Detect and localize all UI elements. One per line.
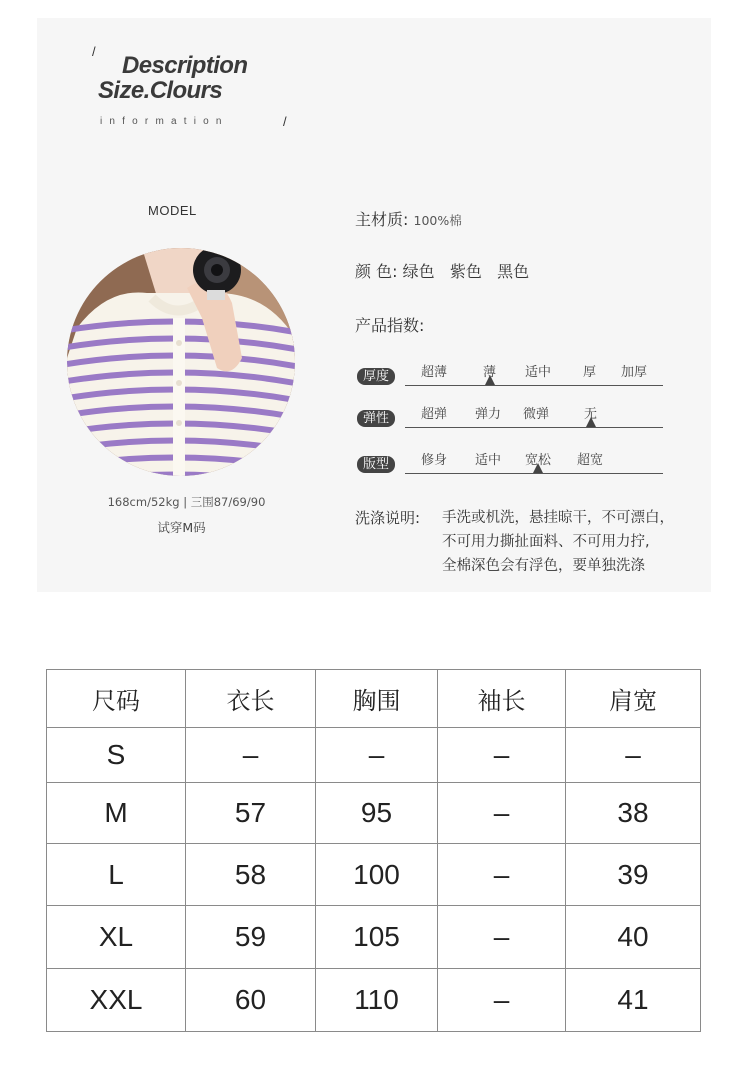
table-cell: 110 — [316, 969, 438, 1032]
table-cell: – — [316, 728, 438, 783]
table-cell: – — [438, 906, 566, 969]
color-option: 紫色 — [449, 262, 482, 281]
table-cell: S — [47, 728, 186, 783]
scale-option: 修身 — [421, 453, 448, 468]
table-cell: 57 — [186, 783, 316, 844]
scale-option: 适中 — [525, 365, 552, 380]
scale-option: 超弹 — [421, 407, 448, 422]
title-line-1: Description — [122, 52, 248, 79]
table-cell: 60 — [186, 969, 316, 1032]
thickness-scale — [355, 363, 665, 393]
scale-tag: 弹性 — [357, 410, 395, 427]
scale-option: 宽松 — [525, 453, 552, 468]
color-option: 绿色 — [402, 262, 435, 281]
scale-option: 超宽 — [577, 453, 604, 468]
model-photo — [67, 248, 295, 476]
table-cell: – — [438, 969, 566, 1032]
table-cell: 58 — [186, 844, 316, 906]
decor-slash: / — [92, 44, 96, 59]
wash-line: 不可用力撕扯面料、不可用力拧, — [442, 534, 650, 550]
model-label: MODEL — [148, 203, 197, 218]
table-cell: 39 — [566, 844, 701, 906]
color-option: 黑色 — [497, 262, 530, 281]
material-value: 100%棉 — [413, 213, 462, 228]
table-header-cell: 袖长 — [438, 670, 566, 728]
wash-line: 全棉深色会有浮色，要单独洗涤 — [442, 558, 645, 574]
table-header-row — [47, 670, 701, 728]
scale-option: 厚 — [583, 365, 597, 380]
scale-option: 无 — [584, 407, 598, 422]
wash-line: 手洗或机洗，悬挂晾干，不可漂白， — [442, 510, 674, 526]
scale-tag: 版型 — [357, 456, 395, 473]
table-header-cell: 衣长 — [186, 670, 316, 728]
scale-option: 超薄 — [421, 365, 448, 380]
table-cell: 38 — [566, 783, 701, 844]
product-index-label: 产品指数: — [355, 316, 425, 335]
table-cell: M — [47, 783, 186, 844]
table-row — [47, 728, 701, 783]
wash-label: 洗涤说明: — [355, 509, 421, 527]
scale-option: 加厚 — [621, 365, 648, 380]
table-cell: XXL — [47, 969, 186, 1032]
table-header-cell: 肩宽 — [566, 670, 701, 728]
table-cell: 40 — [566, 906, 701, 969]
table-cell: – — [566, 728, 701, 783]
table-row — [47, 844, 701, 906]
model-tried-size: 试穿M码 — [157, 520, 206, 535]
color-row — [355, 259, 529, 282]
selected-marker — [586, 417, 596, 427]
scale-tag: 厚度 — [357, 368, 395, 385]
scale-line — [405, 427, 663, 428]
material-row — [355, 207, 462, 230]
scale-option: 适中 — [475, 453, 502, 468]
scale-option: 薄 — [483, 365, 497, 380]
fit-scale — [355, 451, 665, 481]
color-label: 颜 色: — [355, 262, 398, 281]
table-row — [47, 906, 701, 969]
table-header-cell: 尺码 — [47, 670, 186, 728]
scale-option: 弹力 — [475, 407, 502, 422]
material-label: 主材质: — [355, 210, 409, 229]
table-cell: L — [47, 844, 186, 906]
title-line-2: Size.Clours — [98, 77, 223, 104]
table-cell: 59 — [186, 906, 316, 969]
table-cell: – — [438, 844, 566, 906]
scale-line — [405, 473, 663, 474]
table-row — [47, 969, 701, 1032]
scale-option: 微弹 — [523, 407, 550, 422]
elasticity-scale — [355, 405, 665, 435]
model-stats: 168cm/52kg | 三围87/69/90 — [107, 495, 266, 509]
table-row — [47, 783, 701, 844]
table-header-cell: 胸围 — [316, 670, 438, 728]
scale-line — [405, 385, 663, 386]
selected-marker — [533, 463, 543, 473]
table-cell: 100 — [316, 844, 438, 906]
table-cell: 105 — [316, 906, 438, 969]
table-cell: XL — [47, 906, 186, 969]
table-cell: – — [438, 728, 566, 783]
selected-marker — [485, 375, 495, 385]
size-table — [46, 669, 701, 1032]
information-subtitle: information — [100, 116, 229, 127]
decor-slash: / — [283, 114, 287, 129]
description-title — [98, 53, 247, 103]
table-cell: – — [438, 783, 566, 844]
table-cell: 95 — [316, 783, 438, 844]
table-cell: 41 — [566, 969, 701, 1032]
table-cell: – — [186, 728, 316, 783]
model-photo-illustration — [67, 248, 295, 476]
